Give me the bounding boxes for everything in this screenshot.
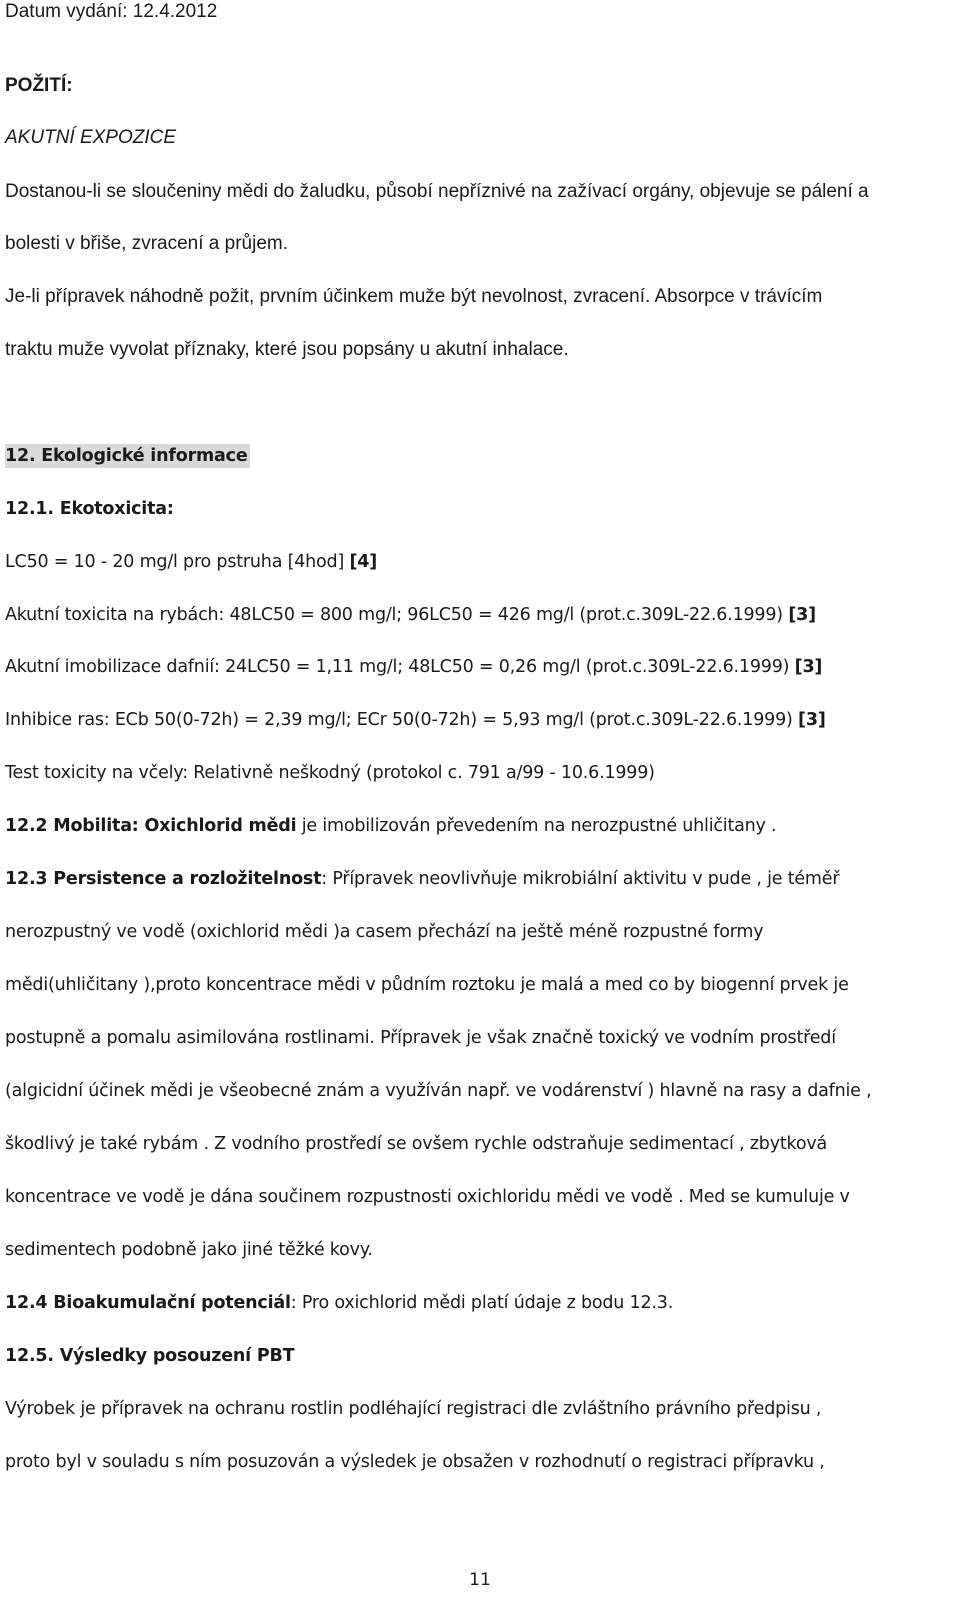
mobility-line: [5, 814, 776, 838]
bee-toxicity-line: Test toxicity na včely: Relativně neškodný (protokol c. 791 a/99 - 10.6.1999): [5, 763, 655, 783]
persistence-text-line: (algicidní účinek mědi je všeobecné znám a využíván např. ve vodárenství ) hlavně na rasy a dafnie ,: [5, 1081, 872, 1101]
persistence-label: 12.3 Persistence a rozložitelnost: [5, 869, 322, 889]
ingestion-heading: POŽITÍ:: [5, 75, 73, 96]
ingestion-text-line: bolesti v břiše, zvracení a průjem.: [5, 233, 289, 254]
mobility-text: je imobilizován převedením na nerozpustné uhličitany .: [296, 816, 777, 836]
page-number: 11: [469, 1570, 491, 1590]
daphnia-text: Akutní imobilizace dafnií: 24LC50 = 1,11 mg/l; 48LC50 = 0,26 mg/l (prot.c.309L-22.6.1999): [5, 657, 790, 677]
daphnia-reference: [3]: [794, 657, 823, 677]
ingestion-text-line: traktu muže vyvolat příznaky, které jsou popsány u akutní inhalace.: [5, 339, 569, 360]
acute-exposure-subheading: AKUTNÍ EXPOZICE: [5, 127, 177, 148]
persistence-text-line: postupně a pomalu asimilována rostlinami. Přípravek je však značně toxický ve vodním prostředí: [5, 1028, 836, 1048]
ecotoxicity-title: 12.1. Ekotoxicita:: [5, 499, 174, 519]
algae-inhibition-line: [5, 708, 826, 732]
persistence-text-line: mědi(uhličitany ),proto koncentrace mědi v půdním roztoku je malá a med co by biogenní prvek je: [5, 975, 849, 995]
mobility-label: 12.2 Mobilita: Oxichlorid mědi: [5, 816, 297, 836]
persistence-text-line: škodlivý je také rybám . Z vodního prostředí se ovšem rychle odstraňuje sedimentací , zbytková: [5, 1134, 828, 1154]
algae-inhibition-reference: [3]: [798, 710, 826, 730]
issue-date: Datum vydání: 12.4.2012: [5, 1, 218, 22]
bioaccumulation-line: [5, 1291, 673, 1315]
algae-inhibition-text: Inhibice ras: ECb 50(0-72h) = 2,39 mg/l; ECr 50(0-72h) = 5,93 mg/l (prot.c.309L-22.6.1999): [5, 710, 793, 730]
persistence-text-line: nerozpustný ve vodě (oxichlorid mědi )a casem přechází na ještě méně rozpustné formy: [5, 922, 764, 942]
ingestion-text-line: Je-li přípravek náhodně požit, prvním účinkem muže být nevolnost, zvracení. Absorpce v trávícím: [5, 286, 823, 307]
pbt-text-line: Výrobek je přípravek na ochranu rostlin podléhající registraci dle zvláštního právního předpisu ,: [5, 1399, 822, 1419]
lc50-reference: [4]: [349, 552, 378, 572]
pbt-title: 12.5. Výsledky posouzení PBT: [5, 1346, 295, 1366]
ingestion-text-line: Dostanou-li se sloučeniny mědi do žaludku, působí nepříznivé na zažívací orgány, objevuje se pálení a: [5, 181, 869, 202]
fish-toxicity-reference: [3]: [788, 605, 816, 625]
pbt-text-line: proto byl v souladu s ním posuzován a výsledek je obsažen v rozhodnutí o registraci přípravku ,: [5, 1452, 825, 1472]
section-12-title: 12. Ekologické informace: [5, 446, 248, 466]
bioaccumulation-label: 12.4 Bioakumulační potenciál: [5, 1293, 291, 1313]
persistence-text-line: sedimentech podobně jako jiné těžké kovy.: [5, 1240, 373, 1260]
fish-toxicity-text: Akutní toxicita na rybách: 48LC50 = 800 mg/l; 96LC50 = 426 mg/l (prot.c.309L-22.6.1999): [5, 605, 783, 625]
persistence-text-line: koncentrace ve vodě je dána součinem rozpustnosti oxichloridu mědi ve vodě . Med se kumuluje v: [5, 1187, 850, 1207]
daphnia-line: [5, 655, 822, 679]
persistence-text: : Přípravek neovlivňuje mikrobiální aktivitu v pude , je téměř: [321, 869, 840, 889]
lc50-text: LC50 = 10 - 20 mg/l pro pstruha [4hod]: [5, 552, 345, 572]
lc50-line: [5, 550, 377, 574]
fish-toxicity-line: [5, 603, 816, 627]
bioaccumulation-text: : Pro oxichlorid mědi platí údaje z bodu 12.3.: [290, 1293, 674, 1313]
persistence-line: [5, 867, 839, 891]
